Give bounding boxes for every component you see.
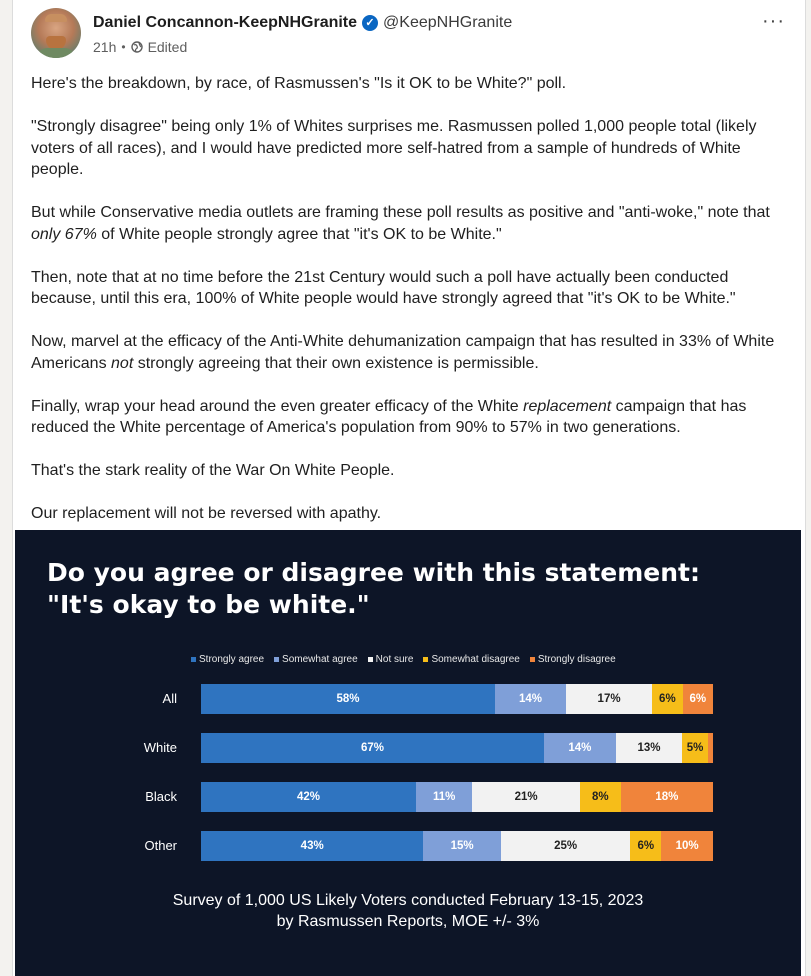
category-label: All <box>162 691 177 706</box>
bar-segment: 13% <box>616 733 683 763</box>
chart-title <box>47 557 700 621</box>
post-paragraph <box>31 460 791 482</box>
legend-swatch <box>368 657 373 662</box>
bar-segment: 25% <box>501 831 630 861</box>
bar-segment: 18% <box>621 782 713 812</box>
post-paragraph <box>31 331 791 374</box>
bar-segment <box>708 733 713 763</box>
post-card <box>12 0 806 976</box>
post-paragraph <box>31 116 791 181</box>
emphasis-text: replacement <box>523 397 612 415</box>
legend-label: Strongly disagree <box>537 654 616 665</box>
post-meta <box>93 39 187 55</box>
bar-segment: 11% <box>416 782 472 812</box>
author-row <box>93 14 512 32</box>
paragraph-text: But while Conservative media outlets are framing these poll results as positive and "anti-woke," note that <box>31 204 770 221</box>
bar-segment: 6% <box>652 684 682 714</box>
bar-segment: 17% <box>566 684 652 714</box>
legend-swatch <box>191 657 196 662</box>
bar-segment: 43% <box>201 831 423 861</box>
more-options-icon[interactable]: ··· <box>762 10 785 32</box>
bar-segment: 6% <box>683 684 713 714</box>
category-label: White <box>143 740 177 755</box>
avatar[interactable] <box>31 8 81 58</box>
chart-footer-line: by Rasmussen Reports, MOE +/- 3% <box>276 913 540 930</box>
globe-icon <box>131 41 143 53</box>
paragraph-text: Our replacement will not be reversed with apathy. <box>31 505 382 522</box>
meta-separator: • <box>121 40 126 54</box>
paragraph-text: Now, marvel at the efficacy of the Anti-White dehumanization campaign that has resulted in 33% of White Americans <box>31 333 775 372</box>
legend-label: Somewhat agree <box>282 654 358 665</box>
paragraph-text: Finally, wrap your head around the even greater efficacy of the White <box>31 397 524 415</box>
bar-segment: 15% <box>423 831 501 861</box>
post-body <box>31 73 791 546</box>
emphasis-text: not <box>111 354 134 372</box>
poll-chart-image[interactable] <box>15 530 801 976</box>
post-paragraph <box>31 503 791 525</box>
bar-segment: 58% <box>201 684 495 714</box>
paragraph-text: of White people strongly agree that "it's OK to be White." <box>96 225 502 243</box>
chart-footer <box>15 890 801 932</box>
legend-label: Not sure <box>375 654 414 665</box>
legend-label: Strongly agree <box>199 654 265 665</box>
legend-label: Somewhat disagree <box>431 654 520 665</box>
legend-swatch <box>274 657 279 662</box>
bar-segment: 6% <box>630 831 661 861</box>
verified-icon: ✓ <box>362 15 378 31</box>
post-paragraph <box>31 267 791 310</box>
bar-segment: 42% <box>201 782 416 812</box>
avatar-shirt <box>37 48 75 58</box>
paragraph-text: Then, note that at no time before the 21st Century would such a poll have actually been conducted because, until this era, 100% of White people would have strongly agreed that "it's OK to be White." <box>31 268 736 307</box>
legend-swatch <box>423 657 428 662</box>
legend-item <box>423 654 519 665</box>
legend-item <box>191 654 264 665</box>
category-label: Other <box>144 838 177 853</box>
legend-swatch <box>530 657 535 662</box>
bar-segment: 67% <box>201 733 544 763</box>
paragraph-text: "Strongly disagree" being only 1% of Whites surprises me. Rasmussen polled 1,000 people total (likely voters of all races), and I would have predicted more self-hatred from a sample of hundreds of White people. <box>31 118 757 178</box>
bar-segment: 8% <box>580 782 621 812</box>
post-paragraph <box>31 396 791 439</box>
paragraph-text: campaign that has reduced the White percentage of America's population from 90% to 57% in two generations. <box>31 397 747 436</box>
bar-segment: 10% <box>661 831 713 861</box>
avatar-hair <box>45 14 67 22</box>
legend-item <box>368 654 414 665</box>
post-paragraph <box>31 202 791 245</box>
bar-segment: 5% <box>682 733 708 763</box>
chart-legend <box>191 654 616 665</box>
legend-item <box>530 654 616 665</box>
paragraph-text: Here's the breakdown, by race, of Rasmussen's "Is it OK to be White?" poll. <box>31 75 567 92</box>
chart-title-line: Do you agree or disagree with this statement: <box>47 558 700 587</box>
bar-segment: 14% <box>544 733 616 763</box>
chart-footer-line: Survey of 1,000 US Likely Voters conducted February 13-15, 2023 <box>172 892 644 909</box>
emphasis-text: only 67% <box>31 225 97 243</box>
chart-title-line: "It's okay to be white." <box>47 590 370 619</box>
legend-item <box>274 654 358 665</box>
category-label: Black <box>145 789 177 804</box>
paragraph-text: strongly agreeing that their own existence is permissible. <box>133 354 539 372</box>
post-paragraph <box>31 73 791 95</box>
paragraph-text: That's the stark reality of the War On White People. <box>31 462 395 479</box>
author-handle[interactable]: @KeepNHGranite <box>383 14 513 31</box>
edited-label: Edited <box>147 39 188 55</box>
post-time[interactable]: 21h <box>93 39 117 55</box>
bar-segment: 21% <box>472 782 580 812</box>
bar-segment: 14% <box>495 684 566 714</box>
author-name[interactable]: Daniel Concannon-KeepNHGranite <box>93 14 358 31</box>
